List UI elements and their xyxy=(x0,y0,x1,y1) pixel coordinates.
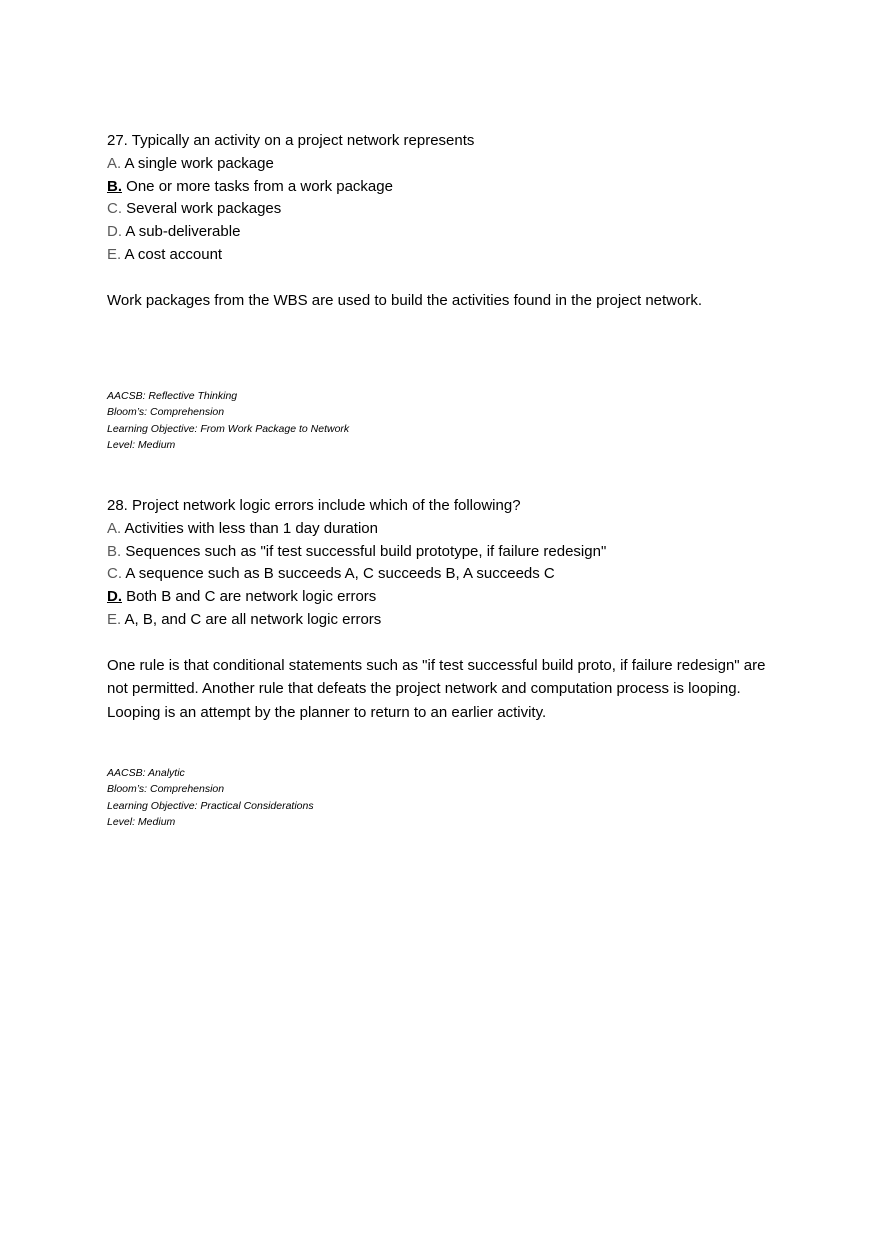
option-letter: E. xyxy=(107,245,122,263)
answer-option-d xyxy=(107,221,787,244)
correct-option-letter: D. xyxy=(107,588,122,606)
option-text: Sequences such as "if test successful build prototype, if failure redesign" xyxy=(125,542,607,560)
option-text: A single work package xyxy=(124,154,274,172)
answer-option-b xyxy=(107,176,787,199)
option-letter: C. xyxy=(107,200,122,218)
question-metadata xyxy=(107,388,349,453)
option-text: A sub-deliverable xyxy=(125,223,241,241)
answer-options xyxy=(107,518,787,632)
blooms-tag: Bloom’s: Comprehension xyxy=(107,406,225,419)
question-27 xyxy=(107,130,787,451)
level-tag: Level: Medium xyxy=(107,815,176,828)
answer-option-c xyxy=(107,198,787,221)
option-text: A cost account xyxy=(124,245,223,263)
aacsb-tag: AACSB: Reflective Thinking xyxy=(107,390,238,402)
answer-explanation: One rule is that conditional statements such as "if test successful build proto, if failure redesign" are not permitted. Another rule that defeats the project network and computation process is looping. Looping is an attempt by the planner to return to an earlier activity. xyxy=(107,656,766,721)
answer-explanation: Work packages from the WBS are used to build the activities found in the project network. xyxy=(107,291,703,309)
option-letter: A. xyxy=(107,154,122,172)
answer-option-b xyxy=(107,541,787,564)
option-text: Activities with less than 1 day duration xyxy=(124,519,378,537)
learning-objective-tag: Learning Objective: Practical Considerations xyxy=(107,799,314,812)
blooms-tag: Bloom’s: Comprehension xyxy=(107,783,225,796)
question-stem: 27. Typically an activity on a project network represents xyxy=(107,132,475,149)
option-letter: E. xyxy=(107,610,122,628)
option-letter: B. xyxy=(107,542,122,560)
option-letter: A. xyxy=(107,519,122,537)
question-metadata xyxy=(107,765,314,830)
answer-option-c xyxy=(107,563,787,586)
answer-option-d xyxy=(107,586,787,609)
option-text: Both B and C are network logic errors xyxy=(126,588,377,606)
option-letter: C. xyxy=(107,565,122,583)
option-text: A, B, and C are all network logic errors xyxy=(124,610,382,628)
question-stem: 28. Project network logic errors include which of the following? xyxy=(107,497,521,514)
learning-objective-tag: Learning Objective: From Work Package to Network xyxy=(107,422,350,435)
answer-option-a xyxy=(107,153,787,176)
aacsb-tag: AACSB: Analytic xyxy=(107,767,185,779)
option-text: Several work packages xyxy=(126,200,282,218)
answer-options xyxy=(107,153,787,267)
option-letter: D. xyxy=(107,223,122,241)
option-text: One or more tasks from a work package xyxy=(126,177,393,195)
option-text: A sequence such as B succeeds A, C succeeds B, A succeeds C xyxy=(125,565,555,583)
correct-option-letter: B. xyxy=(107,177,122,195)
level-tag: Level: Medium xyxy=(107,438,176,451)
answer-option-e xyxy=(107,609,787,632)
answer-option-e xyxy=(107,244,787,267)
answer-option-a xyxy=(107,518,787,541)
question-28 xyxy=(107,495,787,828)
